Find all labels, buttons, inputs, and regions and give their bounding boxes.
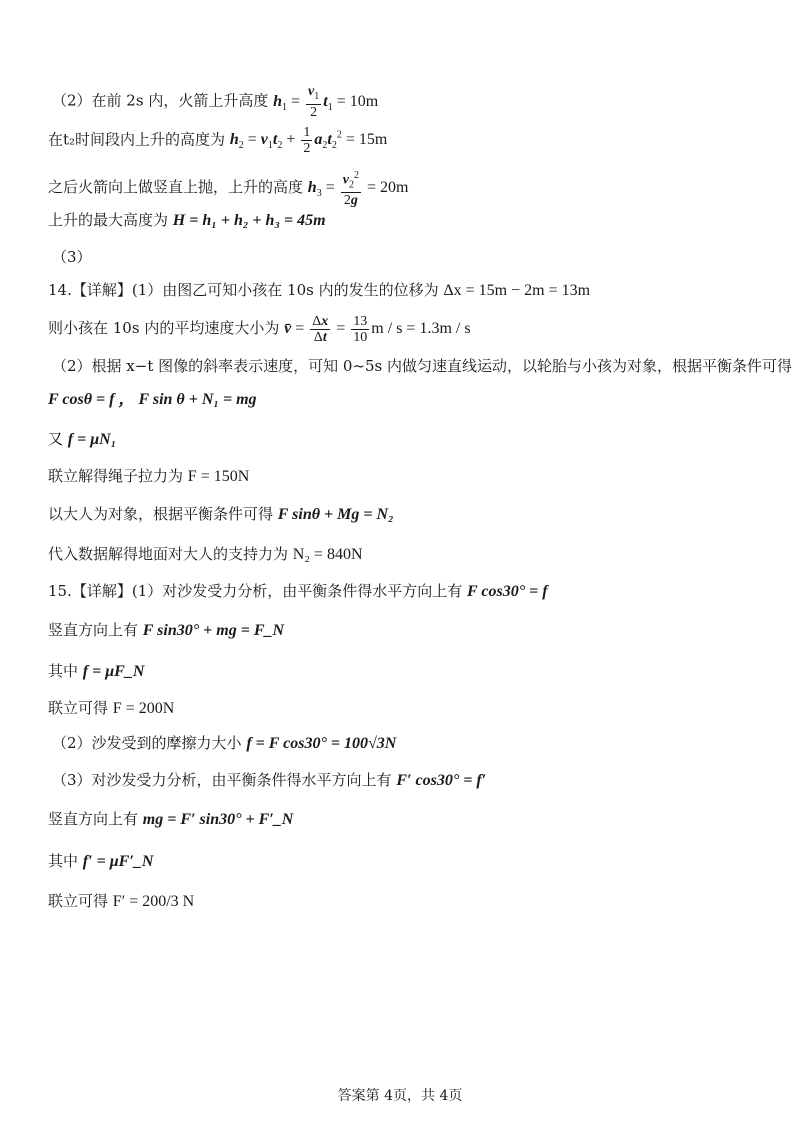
line-friction <box>48 428 116 451</box>
line-vertical-2 <box>48 808 293 831</box>
equation: mg = F′ sin30° + F′_N <box>142 811 294 828</box>
line-part3 <box>52 246 92 268</box>
text: 其中 <box>48 662 79 680</box>
equation-velocity: v̄ = $\frac{\Delta x}{\Delta t}$ = $\frac{13}{10}$ m / s = 1.3m / s <box>284 314 471 345</box>
text: （3） <box>52 248 92 266</box>
text: （3）对沙发受力分析，由平衡条件得水平方向上有 <box>52 771 392 789</box>
equation: F′ cos30° = f′ <box>396 772 487 789</box>
equation: F sinθ + Mg = N₂ <box>277 506 394 523</box>
line-adult <box>48 503 394 526</box>
line-result-f <box>48 697 174 720</box>
equation: F′ = 200/3 N <box>112 893 195 910</box>
line-q15 <box>48 580 548 603</box>
text: 竖直方向上有 <box>48 621 139 639</box>
equation: N₂ = 840N <box>292 546 363 563</box>
line-tension <box>48 465 249 488</box>
line-vertical <box>48 619 284 642</box>
page-footer: 答案第 4页，共 4页 <box>337 1088 463 1104</box>
line-friction-size <box>52 732 396 755</box>
text: 联立可得 <box>48 699 109 717</box>
text: 联立解得绳子拉力为 <box>48 467 184 485</box>
equation: f = F cos30° = 100√3N <box>246 735 397 752</box>
line-h2 <box>48 125 387 158</box>
equation-h3: $h_3$ = $\frac{v_2^2}{2g}$ = 20m <box>307 170 409 209</box>
equation: Δx = 15m − 2m = 13m <box>443 282 591 299</box>
equation: F = 150N <box>187 468 250 485</box>
line-q14-part2 <box>52 355 792 377</box>
line-h3 <box>48 168 408 208</box>
line-part3-analysis <box>52 769 486 792</box>
text: 又 <box>48 430 64 448</box>
line-q14-displacement <box>48 279 590 302</box>
text: 则小孩在 10s 内的平均速度大小为 <box>48 319 280 338</box>
line-equilibrium <box>48 388 257 411</box>
text: 竖直方向上有 <box>48 810 139 828</box>
text: （2）在前 2s 内，火箭上升高度 <box>52 91 269 110</box>
text: （2）根据 x−t 图像的斜率表示速度，可知 0~5s 内做匀速直线运动，以轮胎与小孩为对象，根据平衡条件可得 <box>52 357 793 375</box>
line-support-force <box>48 543 363 566</box>
line-h1 <box>52 84 378 120</box>
equation: F sin30° + mg = F_N <box>142 622 285 639</box>
line-where-2 <box>48 850 153 873</box>
equation: f = μF_N <box>82 663 145 680</box>
line-where <box>48 660 144 683</box>
text: （2）沙发受到的摩擦力大小 <box>52 734 242 752</box>
equation: F cos30° = f <box>467 583 548 600</box>
text: 15.【详解】(1）对沙发受力分析，由平衡条件得水平方向上有 <box>48 582 463 600</box>
text: 14.【详解】(1）由图乙可知小孩在 10s 内的发生的位移为 <box>48 281 439 299</box>
text: 之后火箭向上做竖直上抛，上升的高度 <box>48 177 304 196</box>
text: 上升的最大高度为 <box>48 211 169 229</box>
equation-h2: $h_2 = v_1t_2$ + $\frac{1}{2}$ $a_2t_2^2 = 15m$ <box>229 125 388 157</box>
text: 其中 <box>48 852 79 870</box>
line-max-height <box>48 209 326 232</box>
line-result-f-prime <box>48 890 194 913</box>
text: 以大人为对象，根据平衡条件可得 <box>48 505 274 523</box>
equation: f′ = μF′_N <box>82 853 154 870</box>
equation: F cosθ = f ， F sin θ + N₁ = mg <box>48 391 257 408</box>
equation: H = h₁ + h₂ + h₃ = 45m <box>172 212 326 229</box>
text: 在t₂时间段内上升的高度为 <box>48 130 226 149</box>
equation: F = 200N <box>112 700 175 717</box>
line-avg-velocity <box>48 314 471 345</box>
equation-h1: $h_1$ = $\frac{v_1}{2}$ $t_1 = 10m$ <box>273 84 379 120</box>
equation: f = μN₁ <box>67 431 117 448</box>
text: 联立可得 <box>48 892 109 910</box>
text: 代入数据解得地面对大人的支持力为 <box>48 545 289 563</box>
